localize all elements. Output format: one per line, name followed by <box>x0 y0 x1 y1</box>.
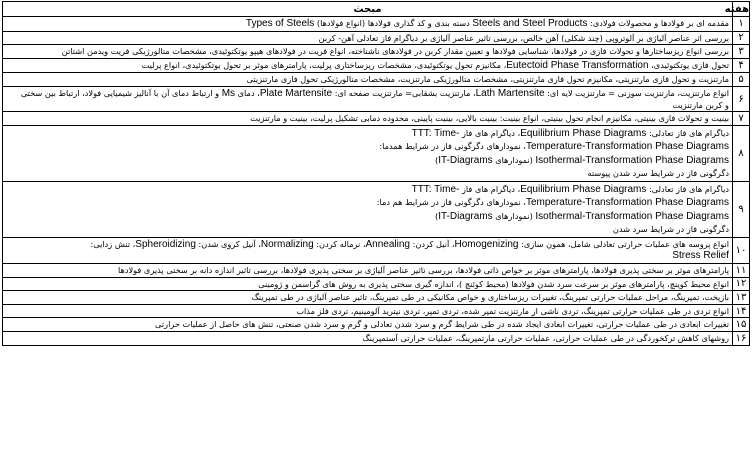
table-row <box>3 277 750 291</box>
english-term: Isothermal-Transformation Phase Diagrams <box>535 210 729 222</box>
topic-text: پارامترهای موثر بر سختی پذیری فولادها، پارامترهای موثر بر خواص ذاتی فولادها، بررسی تاثیر عناصر آلیاژی بر سختی پذیری فولادها، بررسی تاثیر اندازه دانه بر سختی پذیری فولادها <box>118 264 729 275</box>
topic-line <box>6 210 729 224</box>
topic-cell <box>3 291 733 305</box>
english-term: IT-Diagrams <box>438 154 493 166</box>
english-term: Temperature-Transformation Phase Diagrams <box>525 197 729 209</box>
topic-text: ) <box>435 154 439 165</box>
english-term: Spheroidizing <box>135 238 196 250</box>
english-term: Homogenizing <box>454 238 519 250</box>
topic-text: ، آنیل کروی شدن: <box>195 238 261 249</box>
topic-line <box>6 196 729 210</box>
english-term: Ms <box>221 87 236 99</box>
topic-cell <box>3 331 733 345</box>
topic-cell <box>3 263 733 277</box>
topic-cell <box>3 31 733 45</box>
topic-text: بینیت و تحولات فازی بینیتی، مکانیزم انجام تحول بینیتی، انواع بینیت: بینیت بالایی، بینیت پایینی، محدوده دمایی تشکیل پرلیت، بینیت و مارتنزیت <box>250 113 729 124</box>
english-term: Isothermal-Transformation Phase Diagrams <box>535 154 729 166</box>
topic-cell <box>3 45 733 59</box>
topic-text: ، آنیل کردن: <box>410 238 455 249</box>
topic-text: ، دیاگرام های فاز <box>459 183 521 194</box>
topic-text: بررسی اثر عناصر آلیاژی بر آلوتروپی (چند شکلی) آهن خالص، بررسی تاثیر عناصر آلیاژی بر دیاگرام فاز تعادلی آهن- کربن <box>318 32 729 43</box>
topic-line <box>6 88 729 100</box>
topic-line <box>6 223 729 236</box>
topic-line <box>6 292 729 303</box>
topic-line <box>6 74 729 85</box>
table-row <box>3 291 750 305</box>
topic-text: ، نرماله کردن: <box>313 238 366 249</box>
table-row <box>3 331 750 345</box>
week-number: ۷ <box>733 112 750 126</box>
topic-line <box>6 306 729 317</box>
week-number: ۵ <box>733 73 750 87</box>
topic-text: دیاگرام های فاز تعادلی: <box>646 127 729 138</box>
topic-cell <box>3 73 733 87</box>
topic-cell <box>3 86 733 111</box>
topic-line <box>6 46 729 57</box>
week-number: ۴ <box>733 58 750 73</box>
topic-text: بررسی انواع ریزساختارها و تحولات فازی در فولادها، شناسایی فولادها و تعیین مقدار کربن در فولادهای ناشناخته، انواع فریت در فولادهای هیپو یوتکتوئیدی، مشخصات متالورژیکی فریت ویدمن اشتاتن <box>61 46 729 57</box>
table-row <box>3 58 750 73</box>
english-term: Lath Martensite <box>475 87 545 99</box>
table-row <box>3 86 750 111</box>
topic-text: بازپخت، تمپرینگ، مراحل عملیات حرارتی تمپرینگ، تغییرات ریزساختاری و خواص مکانیکی در طی تمپرینگ، تاثیر عناصر آلیاژی در طی تمپرینگ <box>251 292 729 303</box>
week-number: ۳ <box>733 45 750 59</box>
topic-text: ، نمودارهای دگرگونی فاز در شرایط همدما: <box>379 141 526 152</box>
topic-cell <box>3 318 733 332</box>
topic-cell <box>3 181 733 237</box>
english-term: Types of Steels <box>245 18 315 29</box>
topic-line <box>6 154 729 168</box>
week-number: ۱۱ <box>733 263 750 277</box>
week-number: ۱۶ <box>733 331 750 345</box>
english-term: Temperature-Transformation Phase Diagrams <box>525 141 729 153</box>
topic-text: ، تنش زدایی: <box>90 238 136 249</box>
topic-text: انواع مارتنزیت، مارتنزیت سوزنی = مارتنزیت لایه ای: <box>544 87 729 98</box>
topic-line <box>6 250 729 262</box>
english-term: Steels and Steel Products <box>472 18 588 29</box>
topic-text: ، مارتنزیت بشقابی= مارتنزیت صفحه ای: <box>332 87 476 98</box>
topic-line <box>6 265 729 276</box>
topic-text: دسته بندی و کد گذاری فولادها (انواع فولادها) <box>314 18 473 28</box>
week-number: ۸ <box>733 125 750 181</box>
topic-line <box>6 127 729 141</box>
topic-text: ، دمای <box>235 87 260 98</box>
english-term: TTT: Time- <box>411 183 460 195</box>
table-row <box>3 181 750 237</box>
topic-line <box>6 183 729 197</box>
table-row <box>3 112 750 126</box>
topic-text: انواع تردی در طی عملیات حرارتی تمپرینگ، تردی ناشی از مارتنزیت تمپر شده، تردی تمپر، تردی نیترید آلومینیم، تردی فلز مذاب <box>296 305 729 316</box>
topic-cell <box>3 125 733 181</box>
english-term: IT-Diagrams <box>438 210 493 222</box>
week-number: ۱۲ <box>733 277 750 291</box>
topic-line <box>6 239 729 251</box>
week-number: ۱۴ <box>733 304 750 318</box>
topic-line <box>6 113 729 124</box>
topic-text: ) <box>435 210 439 221</box>
topic-line <box>6 18 729 30</box>
week-number: ۱۵ <box>733 318 750 332</box>
topic-line <box>6 279 729 290</box>
syllabus-table <box>2 1 750 346</box>
topic-cell <box>3 58 733 73</box>
week-number: ۱۰ <box>733 237 750 263</box>
table-row <box>3 45 750 59</box>
table-row <box>3 318 750 332</box>
topic-text: تحول فازی یوتکتوئیدی، <box>648 59 729 70</box>
table-row <box>3 304 750 318</box>
topic-cell <box>3 17 733 32</box>
topic-text: و ارتباط دمای آن با آنالیز شیمیایی فولاد، ارتباط بین سختی <box>20 87 222 98</box>
week-number: ۶ <box>733 86 750 111</box>
topic-line <box>6 33 729 44</box>
header-row <box>3 2 750 17</box>
topic-text: (نمودارهای <box>492 210 536 221</box>
topic-line <box>6 333 729 344</box>
week-number: ۹ <box>733 181 750 237</box>
topic-text: انواع محیط کوینچ، پارامترهای موثر بر سرعت سرد شدن فولادها (محیط کوئنچ )، اندازه گیری سختی پذیری به روش های گراسمن و ژومینی <box>258 278 729 289</box>
topic-text: ، مکانیزم تحول یوتکتوئیدی، مشخصات ریزساختاری پرلیت، پارامترهای موثر بر تحول یوتکتوئیدی، انواع پرلیت <box>141 59 507 70</box>
topic-cell <box>3 304 733 318</box>
table-row <box>3 31 750 45</box>
topic-text: تغییرات ابعادی در طی عملیات حرارتی، تغییرات ابعادی ایجاد شده در طی شرایط گرم و سرد شدن تعادلی و گرم و سرد شدن صنعتی، تنش های حاصل از عملیات حرارتی <box>155 319 729 330</box>
topic-text: (نمودارهای <box>492 154 536 165</box>
english-term: Equilibrium Phase Diagrams <box>520 127 647 139</box>
week-header: هفته <box>724 3 749 15</box>
topic-line <box>6 167 729 180</box>
topic-text: و کربن مارتنزیت <box>672 99 729 110</box>
topic-text: دیاگرام های فاز تعادلی: <box>646 183 729 194</box>
english-term: Equilibrium Phase Diagrams <box>520 183 647 195</box>
topic-text: ، نمودارهای دگرگونی فاز در شرایط هم دما: <box>376 197 526 208</box>
topic-header: مبحث <box>3 2 733 17</box>
topic-line <box>6 100 729 111</box>
english-term: Eutectoid Phase Transformation <box>506 59 649 71</box>
week-number: ۱ <box>733 17 750 32</box>
topic-text: دگرگونی فاز در شرایط سرد شدن پیوسته <box>587 168 729 179</box>
topic-cell <box>3 237 733 263</box>
topic-cell <box>3 277 733 291</box>
english-term: Stress Relief <box>672 250 729 262</box>
topic-line <box>6 140 729 154</box>
english-term: TTT: Time- <box>411 127 460 139</box>
table-row <box>3 17 750 32</box>
topic-text: روشهای کاهش ترکخوردگی در طی عملیات حرارتی، عملیات حرارتی مارتمپرینگ، عملیات حرارتی آستمپرینگ <box>362 332 729 343</box>
week-number: ۱۳ <box>733 291 750 305</box>
table-row <box>3 73 750 87</box>
table-row <box>3 237 750 263</box>
english-term: Plate Martensite <box>259 87 333 99</box>
topic-line <box>6 60 729 72</box>
topic-text: مارتنزیت و تحول فازی مارتنزیتی، مکانیزم تحول فازی مارتنزیتی، مشخصات متالورژیکی مارتنزیت، مشخصات متالورژیکی تحول فازی مارتنزیتی <box>246 74 729 85</box>
week-number: ۲ <box>733 31 750 45</box>
topic-cell <box>3 112 733 126</box>
topic-text: ، دیاگرام های فاز <box>459 127 521 138</box>
topic-text: دگرگونی فاز در شرایط سرد شدن <box>612 224 729 235</box>
topic-text: مقدمه ای بر فولادها و محصولات فولادی: <box>587 18 729 28</box>
table-row <box>3 125 750 181</box>
table-row <box>3 263 750 277</box>
english-term: Normalizing <box>260 238 314 250</box>
english-term: Annealing <box>365 238 410 250</box>
topic-text: انواع پروسه های عملیات حرارتی تعادلی شامل، همون سازی: <box>518 238 729 249</box>
topic-line <box>6 319 729 330</box>
